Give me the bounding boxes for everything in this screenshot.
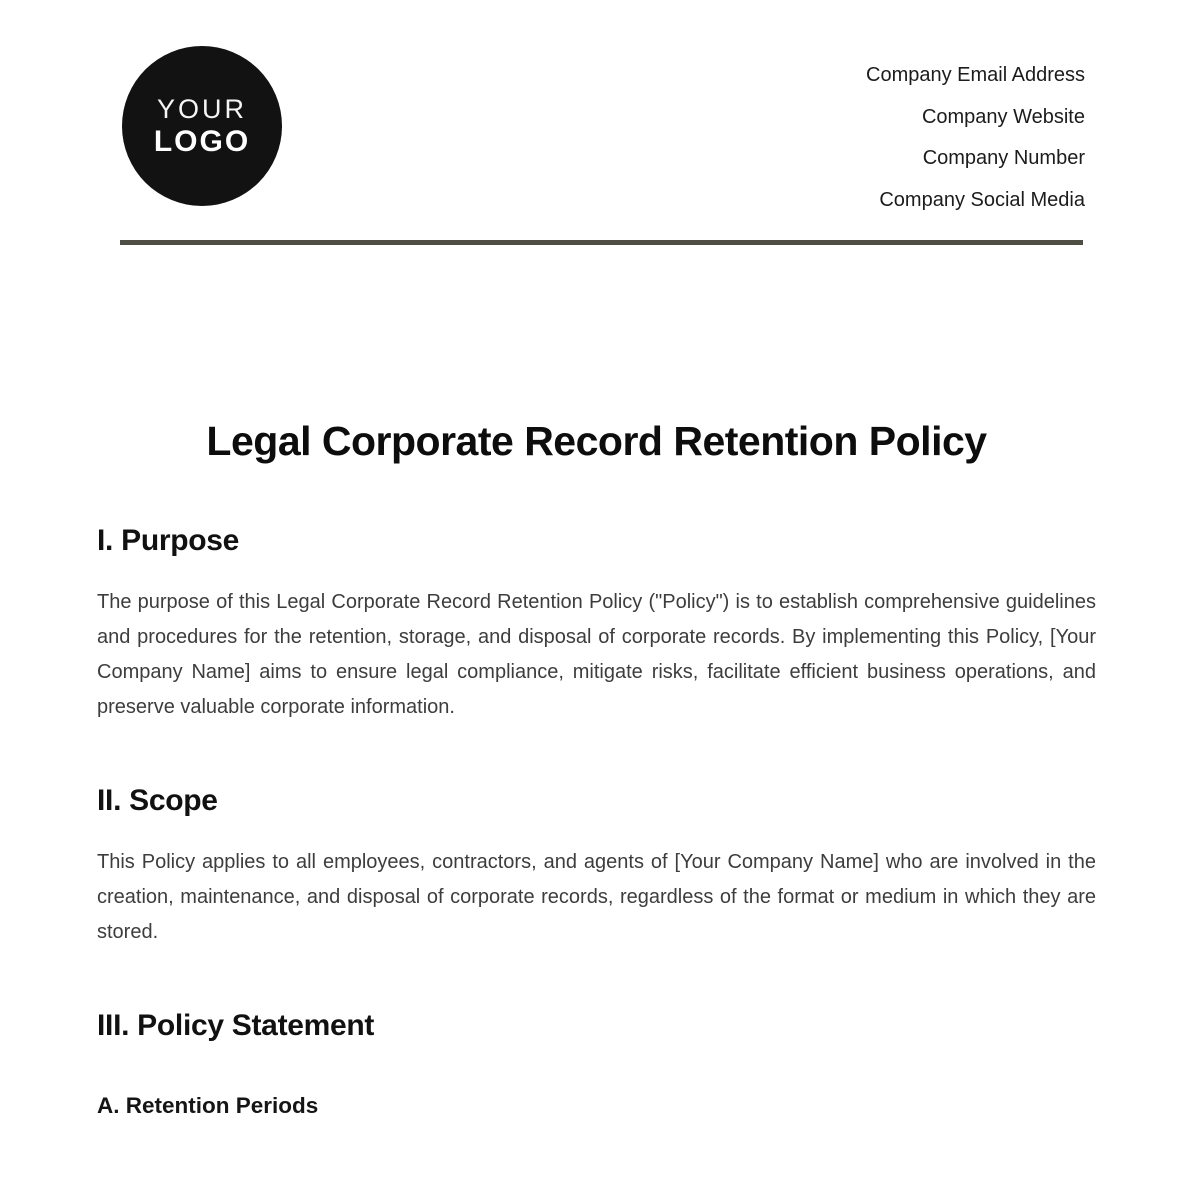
company-logo <box>122 46 282 206</box>
contact-line-number: Company Number <box>922 147 1085 169</box>
logo-text-your: YOUR <box>156 93 247 124</box>
document-body <box>0 418 1200 1119</box>
contact-line-website: Company Website <box>921 105 1085 128</box>
contact-line-email: Company Email Address <box>866 64 1085 86</box>
section-body-purpose: The purpose of this Legal Corporate Record Retention Policy ("Policy") is to establish comprehensive guidelines and procedures for the retention, storage, and disposal of corporate records. By implementing this Policy, [Your Company Name] aims to ensure legal compliance, mitigate risks, facilitate efficient business operations, and preserve valuable corporate information. <box>97 591 1096 719</box>
document-title: Legal Corporate Record Retention Policy <box>206 418 987 464</box>
logo-text-logo: LOGO <box>153 124 251 158</box>
section-body-scope: This Policy applies to all employees, contractors, and agents of [Your Company Name] who are involved in the creation, maintenance, and disposal of corporate records, regardless of the format or medium in which they are stored. <box>97 851 1096 944</box>
section-heading-policy-statement: III. Policy Statement <box>97 1009 375 1043</box>
header-divider-rule <box>120 240 1083 245</box>
contact-line-social: Company Social Media <box>879 188 1085 211</box>
subsection-heading-retention-periods: A. Retention Periods <box>97 1093 319 1119</box>
letterhead-header <box>0 0 1200 246</box>
section-heading-purpose: I. Purpose <box>97 524 240 558</box>
company-contact-block <box>866 55 1085 221</box>
section-heading-scope: II. Scope <box>97 784 218 818</box>
